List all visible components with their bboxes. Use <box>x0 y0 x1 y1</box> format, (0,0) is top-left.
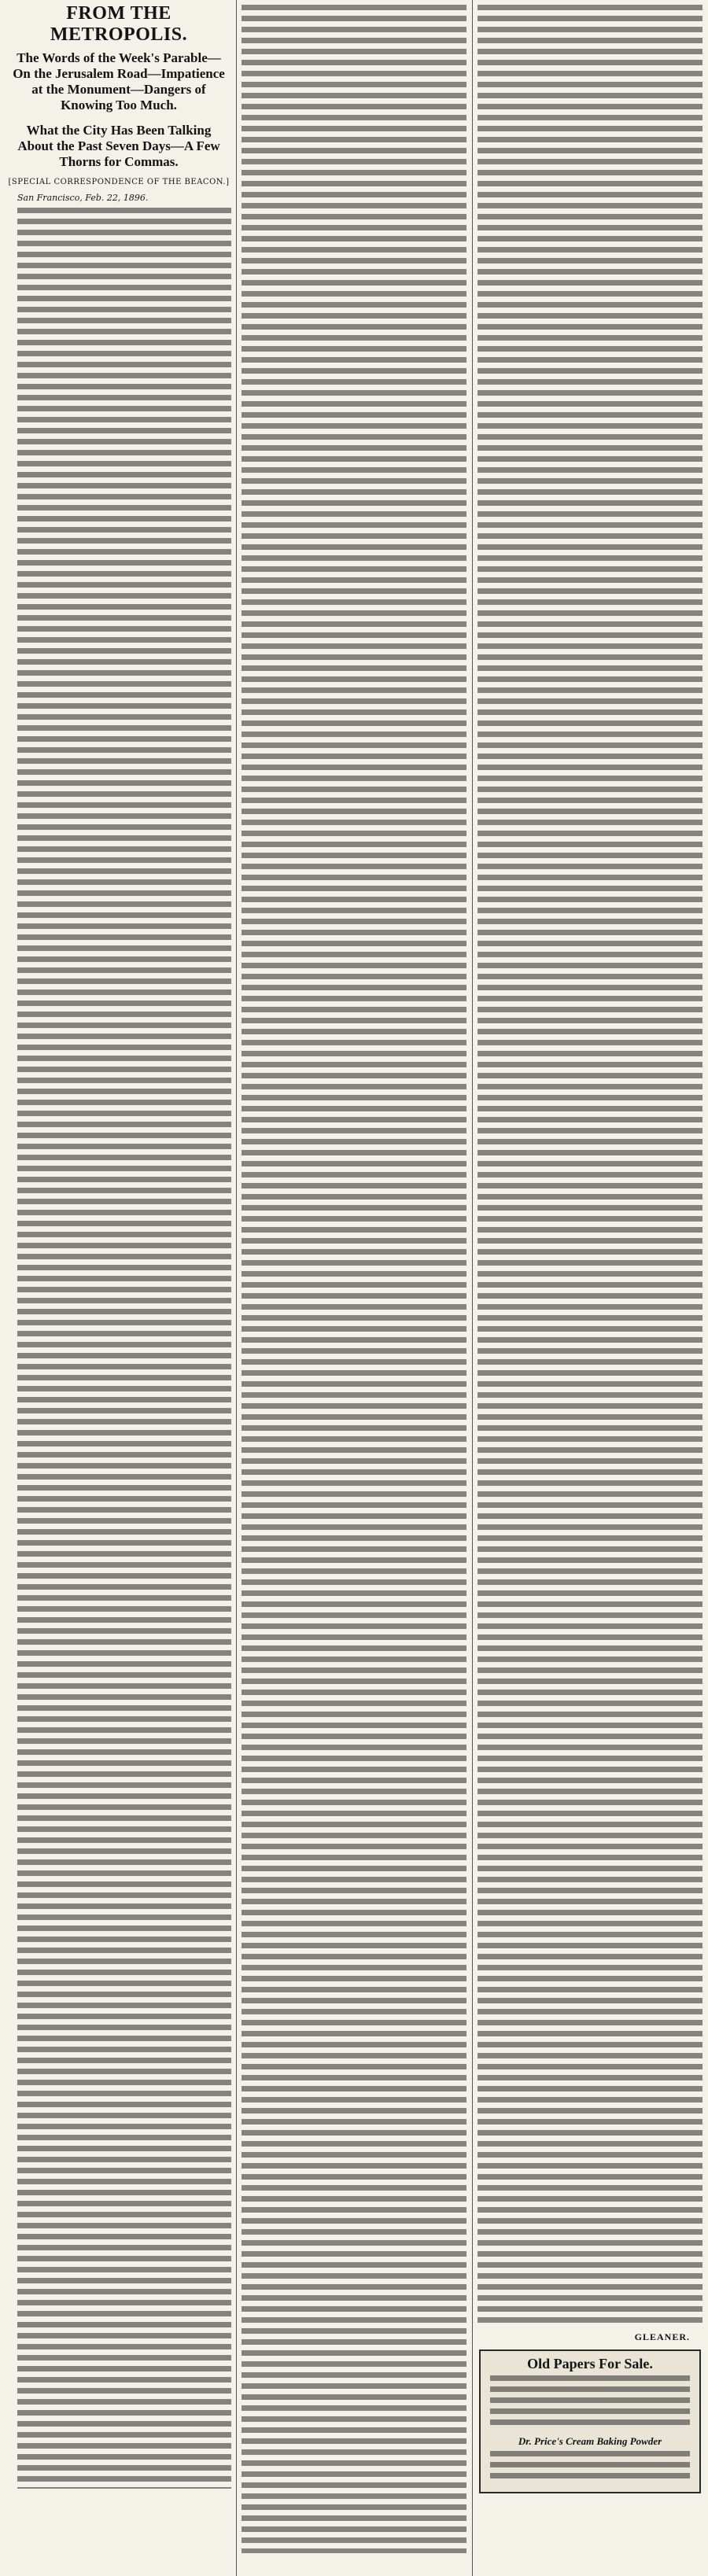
advertisement-text <box>490 2451 690 2484</box>
column-rule <box>236 0 237 2576</box>
advertisement-title: Old Papers For Sale. <box>527 2356 653 2371</box>
advertisement-footer: Dr. Price's Cream Baking Powder <box>518 2435 662 2447</box>
column-2 <box>240 0 468 2576</box>
correspondence-note: [SPECIAL CORRESPONDENCE OF THE BEACON.] <box>8 178 230 186</box>
headline-deck-secondary: What the City Has Been Talking About the Past Seven Days—A Few Thorns for Commas. <box>17 123 220 169</box>
signature: GLEANER. <box>634 2331 690 2342</box>
headline-deck: The Words of the Week's Parable—On the Jerusalem Road—Impatience at the Monument—Dangers of Knowing Too Much. <box>13 50 225 112</box>
column-rule <box>472 0 473 2576</box>
dateline: San Francisco, Feb. 22, 1896. <box>17 193 149 203</box>
article-body-text <box>242 5 466 2553</box>
column-1 <box>5 0 233 2576</box>
masthead: FROM THE METROPOLIS. <box>50 3 188 45</box>
column-3 <box>476 0 704 2576</box>
advertisement-box <box>479 2349 701 2493</box>
article-body-text <box>478 5 702 2325</box>
advertisement-text <box>490 2375 690 2430</box>
article-body-text <box>6 208 231 2489</box>
